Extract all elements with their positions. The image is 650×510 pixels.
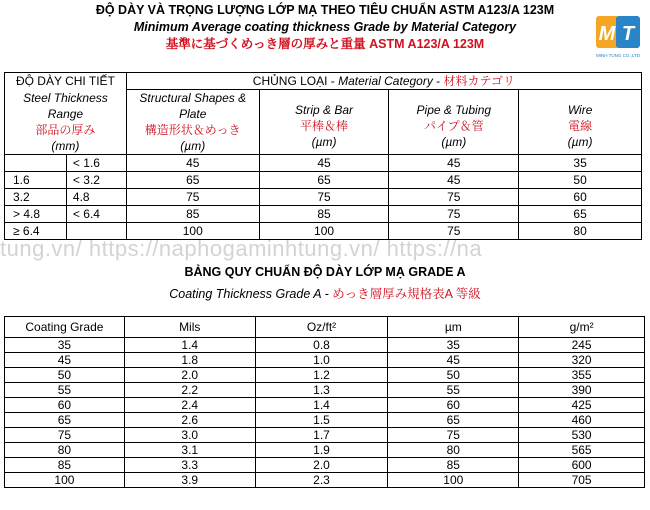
table-cell: 565 bbox=[519, 443, 645, 458]
table-cell: 600 bbox=[519, 458, 645, 473]
table-cell: 100 bbox=[259, 223, 389, 240]
thickness-from: > 4.8 bbox=[5, 206, 67, 223]
table-row bbox=[5, 189, 642, 206]
table-cell: 75 bbox=[5, 428, 125, 443]
table-cell: 75 bbox=[389, 206, 519, 223]
table-cell: 50 bbox=[519, 172, 642, 189]
table-row bbox=[5, 155, 642, 172]
col-header-en: Pipe & Tubing bbox=[416, 103, 492, 117]
header-coating-grade: Coating Grade bbox=[5, 317, 125, 338]
table-cell: 60 bbox=[5, 398, 125, 413]
table-row bbox=[5, 398, 645, 413]
table-header-row bbox=[5, 317, 645, 338]
col-header-wire bbox=[519, 90, 642, 155]
thickness-from: 1.6 bbox=[5, 172, 67, 189]
col-header-jp: パイプ＆管 bbox=[423, 119, 484, 133]
col-header-unit: (µm) bbox=[441, 135, 467, 149]
table-row bbox=[5, 413, 645, 428]
table-cell: 85 bbox=[126, 206, 259, 223]
table-row bbox=[5, 353, 645, 368]
table-cell: 100 bbox=[5, 473, 125, 488]
table-cell: 1.3 bbox=[255, 383, 388, 398]
table-row bbox=[5, 383, 645, 398]
table-cell: 3.9 bbox=[124, 473, 255, 488]
table-cell: 2.0 bbox=[255, 458, 388, 473]
table-cell: 55 bbox=[388, 383, 519, 398]
thickness-from: 3.2 bbox=[5, 189, 67, 206]
table-cell: 35 bbox=[5, 338, 125, 353]
thickness-from: ≥ 6.4 bbox=[5, 223, 67, 240]
table-cell: 35 bbox=[388, 338, 519, 353]
category-label-sep: - bbox=[432, 74, 444, 88]
table-cell: 1.4 bbox=[255, 398, 388, 413]
category-label-jp: 材料カテゴリ bbox=[443, 74, 516, 88]
table-cell: 3.1 bbox=[124, 443, 255, 458]
table-cell: 65 bbox=[519, 206, 642, 223]
col1-header bbox=[5, 90, 127, 155]
table-cell: 65 bbox=[259, 172, 389, 189]
grade-a-subtitle-jp: めっき層厚み規格表A 等級 bbox=[332, 287, 481, 301]
category-header bbox=[126, 73, 641, 90]
thickness-to: < 3.2 bbox=[66, 172, 126, 189]
title-vietnamese: ĐỘ DÀY VÀ TRỌNG LƯỢNG LỚP MẠ THEO TIÊU CHUẨN ASTM A123/A 123M bbox=[95, 3, 555, 17]
table-cell: 425 bbox=[519, 398, 645, 413]
grade-a-table-body bbox=[5, 338, 645, 488]
table-cell: 85 bbox=[388, 458, 519, 473]
table-cell: 1.0 bbox=[255, 353, 388, 368]
col-header-en: Wire bbox=[567, 103, 593, 117]
table-cell: 1.7 bbox=[255, 428, 388, 443]
thickness-by-category-table bbox=[4, 72, 642, 240]
col-header-pipe-tubing bbox=[389, 90, 519, 155]
col-header-strip-bar bbox=[259, 90, 389, 155]
table-cell: 705 bbox=[519, 473, 645, 488]
table-cell: 45 bbox=[389, 172, 519, 189]
table-cell: 1.2 bbox=[255, 368, 388, 383]
header-mils: Mils bbox=[124, 317, 255, 338]
table-row bbox=[5, 368, 645, 383]
table-cell: 245 bbox=[519, 338, 645, 353]
col1-header-en: Steel Thickness Range bbox=[23, 90, 108, 121]
table-cell: 2.4 bbox=[124, 398, 255, 413]
table-cell: 1.9 bbox=[255, 443, 388, 458]
table-cell: 60 bbox=[388, 398, 519, 413]
table-cell: 2.3 bbox=[255, 473, 388, 488]
thickness-to: 4.8 bbox=[66, 189, 126, 206]
col-header-unit: (µm) bbox=[180, 139, 206, 153]
watermark-text: tung.vn/ https://naphogaminhtung.vn/ https://na bbox=[0, 236, 483, 261]
title-block bbox=[0, 2, 650, 53]
table-cell: 80 bbox=[519, 223, 642, 240]
table-cell: 100 bbox=[388, 473, 519, 488]
header-um: µm bbox=[388, 317, 519, 338]
thickness-from bbox=[5, 155, 67, 172]
table-cell: 75 bbox=[126, 189, 259, 206]
company-logo-caption: MINH TUNG CO.,LTD bbox=[595, 53, 641, 58]
svg-text:T: T bbox=[621, 23, 635, 45]
table-cell: 3.0 bbox=[124, 428, 255, 443]
table-cell: 75 bbox=[389, 189, 519, 206]
table-cell: 65 bbox=[388, 413, 519, 428]
table-row bbox=[5, 338, 645, 353]
col-header-unit: (µm) bbox=[567, 135, 593, 149]
col1-header-unit: (mm) bbox=[51, 138, 80, 153]
table-cell: 3.3 bbox=[124, 458, 255, 473]
table-cell: 530 bbox=[519, 428, 645, 443]
table-cell: 45 bbox=[388, 353, 519, 368]
table-cell: 2.6 bbox=[124, 413, 255, 428]
table-cell: 100 bbox=[126, 223, 259, 240]
table-cell: 1.5 bbox=[255, 413, 388, 428]
table-row bbox=[5, 172, 642, 189]
table-cell: 75 bbox=[259, 189, 389, 206]
table-cell: 35 bbox=[519, 155, 642, 172]
table-cell: 80 bbox=[5, 443, 125, 458]
col-header-jp: 平棒＆棒 bbox=[300, 119, 349, 133]
table-cell: 45 bbox=[126, 155, 259, 172]
table-cell: 45 bbox=[259, 155, 389, 172]
table-row bbox=[5, 458, 645, 473]
grade-a-table bbox=[4, 316, 645, 488]
table-cell: 355 bbox=[519, 368, 645, 383]
table-cell: 55 bbox=[5, 383, 125, 398]
category-label-en: Material Category bbox=[338, 74, 433, 88]
col-header-jp: 構造形状＆めっき bbox=[144, 123, 241, 137]
col-header-jp: 電線 bbox=[568, 119, 593, 133]
table-cell: 1.8 bbox=[124, 353, 255, 368]
category-label-vi: CHỦNG LOẠI - bbox=[252, 74, 339, 88]
col1-header-jp: 部品の厚み bbox=[35, 122, 96, 137]
header-g-m2: g/m² bbox=[519, 317, 645, 338]
table-cell: 75 bbox=[388, 428, 519, 443]
company-logo-icon bbox=[596, 10, 640, 54]
table-cell: 2.0 bbox=[124, 368, 255, 383]
table-row bbox=[5, 473, 645, 488]
thickness-to: < 1.6 bbox=[66, 155, 126, 172]
header-oz-ft2: Oz/ft² bbox=[255, 317, 388, 338]
grade-a-subtitle-en: Coating Thickness Grade A - bbox=[169, 287, 333, 301]
table-cell: 50 bbox=[388, 368, 519, 383]
table-cell: 45 bbox=[389, 155, 519, 172]
grade-a-title: BẢNG QUY CHUẨN ĐỘ DÀY LỚP MẠ GRADE A bbox=[184, 265, 466, 279]
svg-text:M: M bbox=[598, 23, 616, 45]
table-cell: 50 bbox=[5, 368, 125, 383]
table-cell: 65 bbox=[5, 413, 125, 428]
table-row bbox=[5, 206, 642, 223]
table-cell: 75 bbox=[389, 223, 519, 240]
table-cell: 85 bbox=[5, 458, 125, 473]
col-header-en: Structural Shapes & Plate bbox=[139, 91, 247, 121]
table-cell: 80 bbox=[388, 443, 519, 458]
grade-a-subtitle bbox=[0, 284, 650, 302]
table-cell: 65 bbox=[126, 172, 259, 189]
table-cell: 320 bbox=[519, 353, 645, 368]
table-cell: 460 bbox=[519, 413, 645, 428]
col-header-unit: (µm) bbox=[311, 135, 337, 149]
table-cell: 0.8 bbox=[255, 338, 388, 353]
table-cell: 85 bbox=[259, 206, 389, 223]
col-header-en: Strip & Bar bbox=[295, 103, 354, 117]
col1-header-vi: ĐỘ DÀY CHI TIẾT bbox=[5, 73, 127, 90]
title-english: Minimum Average coating thickness Grade by Material Category bbox=[133, 20, 517, 34]
table-cell: 45 bbox=[5, 353, 125, 368]
table-cell: 390 bbox=[519, 383, 645, 398]
table-row bbox=[5, 428, 645, 443]
table-row bbox=[5, 443, 645, 458]
table-cell: 1.4 bbox=[124, 338, 255, 353]
col-header-structural bbox=[126, 90, 259, 155]
thickness-to: < 6.4 bbox=[66, 206, 126, 223]
table-cell: 2.2 bbox=[124, 383, 255, 398]
table-cell: 60 bbox=[519, 189, 642, 206]
title-japanese: 基準に基づくめっき層の厚みと重量 ASTM A123/A 123M bbox=[165, 37, 485, 51]
